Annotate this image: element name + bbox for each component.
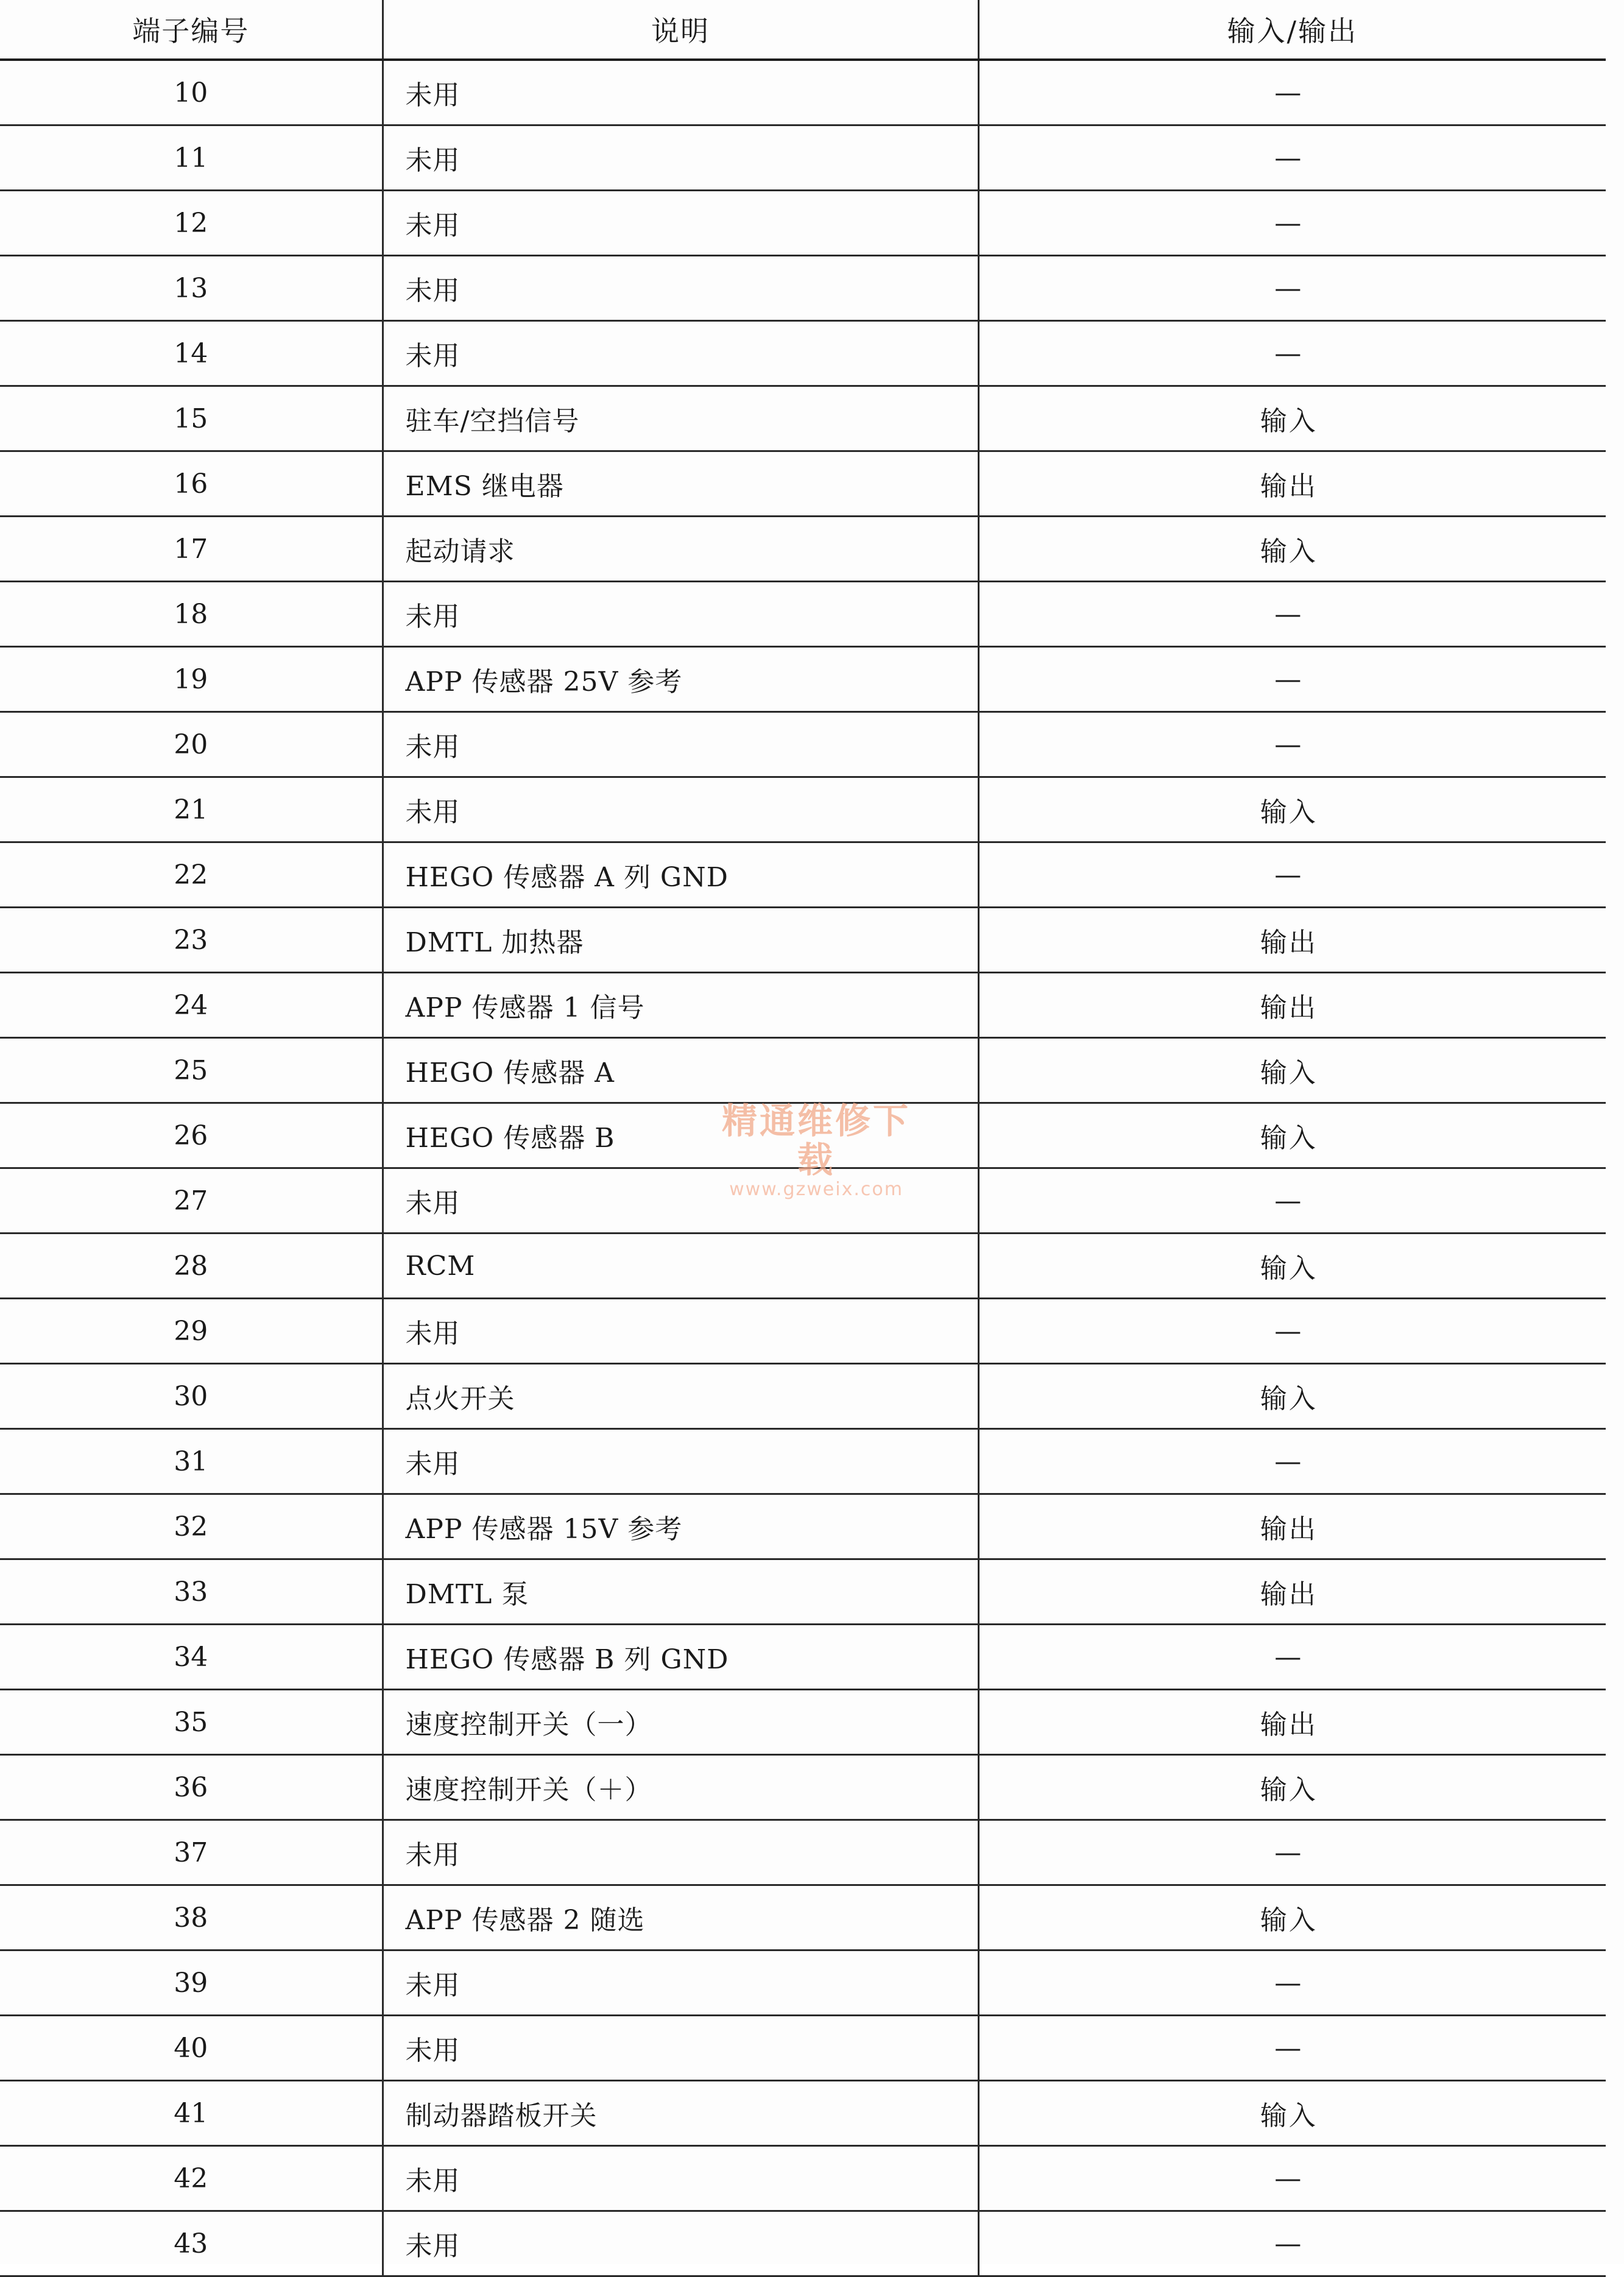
input-output-cell: — (978, 2146, 1606, 2211)
table-row (0, 1429, 1606, 1494)
input-output-cell: — (978, 191, 1606, 256)
description-cell: 未用 (383, 712, 978, 777)
pin-number-cell: 34 (0, 1625, 383, 1690)
pin-number-cell: 41 (0, 2081, 383, 2146)
pin-number-cell: 39 (0, 1950, 383, 2016)
watermark-url: www.gzweix.com (729, 1179, 903, 1200)
table-row (0, 321, 1606, 386)
input-output-cell: — (978, 712, 1606, 777)
input-output-cell: — (978, 1168, 1606, 1234)
table-row (0, 256, 1606, 321)
input-output-cell: — (978, 1299, 1606, 1364)
description-cell: 未用 (383, 60, 978, 125)
table-row (0, 517, 1606, 582)
description-cell: APP 传感器 2 随选 (383, 1885, 978, 1950)
pin-number-cell: 32 (0, 1494, 383, 1559)
pin-number-cell: 24 (0, 973, 383, 1038)
description-cell: 点火开关 (383, 1364, 978, 1429)
table-row (0, 1038, 1606, 1103)
description-cell: DMTL 加热器 (383, 908, 978, 973)
table-row (0, 1755, 1606, 1820)
table-row (0, 1494, 1606, 1559)
table-row (0, 60, 1606, 125)
table-row (0, 1299, 1606, 1364)
table-row (0, 1234, 1606, 1299)
description-cell: 速度控制开关（＋） (383, 1755, 978, 1820)
table-body (0, 60, 1606, 2276)
table-row (0, 2081, 1606, 2146)
input-output-cell: 输入 (978, 2081, 1606, 2146)
description-cell: HEGO 传感器 A 列 GND (383, 842, 978, 908)
table-row (0, 1364, 1606, 1429)
description-cell: 未用 (383, 321, 978, 386)
pin-number-cell: 38 (0, 1885, 383, 1950)
input-output-cell: 输出 (978, 973, 1606, 1038)
input-output-cell: 输入 (978, 1755, 1606, 1820)
pin-number-cell: 21 (0, 777, 383, 842)
description-cell: 未用 (383, 1429, 978, 1494)
table-header-row (0, 0, 1606, 60)
input-output-cell: — (978, 2016, 1606, 2081)
description-cell: APP 传感器 15V 参考 (383, 1494, 978, 1559)
pin-number-cell: 12 (0, 191, 383, 256)
input-output-cell: — (978, 125, 1606, 191)
table-row (0, 125, 1606, 191)
description-cell: 驻车/空挡信号 (383, 386, 978, 451)
input-output-cell: — (978, 256, 1606, 321)
table-row (0, 582, 1606, 647)
header-description: 说明 (383, 0, 978, 60)
pin-number-cell: 42 (0, 2146, 383, 2211)
description-cell: 未用 (383, 256, 978, 321)
table-row (0, 191, 1606, 256)
pin-number-cell: 14 (0, 321, 383, 386)
description-cell: HEGO 传感器 B (383, 1103, 978, 1168)
table-row (0, 712, 1606, 777)
input-output-cell: — (978, 842, 1606, 908)
description-cell: 未用 (383, 1950, 978, 2016)
input-output-cell: — (978, 321, 1606, 386)
table-row (0, 908, 1606, 973)
description-cell: 未用 (383, 2016, 978, 2081)
description-cell: 未用 (383, 125, 978, 191)
pin-number-cell: 20 (0, 712, 383, 777)
pin-number-cell: 30 (0, 1364, 383, 1429)
input-output-cell: 输入 (978, 1885, 1606, 1950)
input-output-cell: 输入 (978, 1038, 1606, 1103)
pin-number-cell: 25 (0, 1038, 383, 1103)
pin-number-cell: 33 (0, 1559, 383, 1625)
pin-number-cell: 29 (0, 1299, 383, 1364)
description-cell: 起动请求 (383, 517, 978, 582)
input-output-cell: — (978, 1820, 1606, 1885)
input-output-cell: 输入 (978, 386, 1606, 451)
table-row (0, 1885, 1606, 1950)
input-output-cell: 输入 (978, 1234, 1606, 1299)
header-pin-number: 端子编号 (0, 0, 383, 60)
table-row (0, 2016, 1606, 2081)
pin-number-cell: 15 (0, 386, 383, 451)
description-cell: APP 传感器 1 信号 (383, 973, 978, 1038)
input-output-cell: 输入 (978, 517, 1606, 582)
description-cell: HEGO 传感器 A (383, 1038, 978, 1103)
pin-number-cell: 37 (0, 1820, 383, 1885)
pin-number-cell: 11 (0, 125, 383, 191)
pin-number-cell: 31 (0, 1429, 383, 1494)
input-output-cell: 输出 (978, 1559, 1606, 1625)
input-output-cell: 输入 (978, 1103, 1606, 1168)
input-output-cell: 输入 (978, 1364, 1606, 1429)
pin-number-cell: 23 (0, 908, 383, 973)
table-row (0, 451, 1606, 517)
table-row (0, 777, 1606, 842)
table-row (0, 386, 1606, 451)
description-cell: 未用 (383, 582, 978, 647)
description-cell: 未用 (383, 1168, 978, 1234)
pin-number-cell: 17 (0, 517, 383, 582)
description-cell: HEGO 传感器 B 列 GND (383, 1625, 978, 1690)
pin-number-cell: 26 (0, 1103, 383, 1168)
watermark-title: 精通维修下载 (721, 1100, 911, 1181)
input-output-cell: — (978, 1950, 1606, 2016)
input-output-cell: — (978, 647, 1606, 712)
table-row (0, 2211, 1606, 2276)
pin-number-cell: 18 (0, 582, 383, 647)
description-cell: 未用 (383, 1299, 978, 1364)
description-cell: APP 传感器 25V 参考 (383, 647, 978, 712)
table-row (0, 1820, 1606, 1885)
pin-number-cell: 19 (0, 647, 383, 712)
table-row (0, 2146, 1606, 2211)
description-cell: 未用 (383, 1820, 978, 1885)
description-cell: 速度控制开关（一） (383, 1690, 978, 1755)
description-cell: 未用 (383, 2146, 978, 2211)
table-row (0, 1103, 1606, 1168)
pin-number-cell: 40 (0, 2016, 383, 2081)
table-row (0, 973, 1606, 1038)
description-cell: EMS 继电器 (383, 451, 978, 517)
input-output-cell: — (978, 2211, 1606, 2276)
pin-number-cell: 22 (0, 842, 383, 908)
input-output-cell: 输出 (978, 1494, 1606, 1559)
description-cell: RCM (383, 1234, 978, 1299)
table-row (0, 1559, 1606, 1625)
input-output-cell: 输出 (978, 1690, 1606, 1755)
description-cell: 制动器踏板开关 (383, 2081, 978, 2146)
table-row (0, 647, 1606, 712)
input-output-cell: 输入 (978, 777, 1606, 842)
pin-number-cell: 10 (0, 60, 383, 125)
input-output-cell: — (978, 60, 1606, 125)
table-row (0, 1168, 1606, 1234)
input-output-cell: — (978, 582, 1606, 647)
pin-number-cell: 28 (0, 1234, 383, 1299)
description-cell: 未用 (383, 191, 978, 256)
pin-number-cell: 16 (0, 451, 383, 517)
pin-number-cell: 27 (0, 1168, 383, 1234)
description-cell: 未用 (383, 2211, 978, 2276)
table-row (0, 1950, 1606, 2016)
pin-number-cell: 43 (0, 2211, 383, 2276)
description-cell: 未用 (383, 777, 978, 842)
input-output-cell: — (978, 1429, 1606, 1494)
input-output-cell: 输出 (978, 908, 1606, 973)
pin-number-cell: 36 (0, 1755, 383, 1820)
description-cell: DMTL 泵 (383, 1559, 978, 1625)
pin-number-cell: 35 (0, 1690, 383, 1755)
table-row (0, 1690, 1606, 1755)
pin-number-cell: 13 (0, 256, 383, 321)
header-input-output: 输入/输出 (978, 0, 1606, 60)
table-row (0, 842, 1606, 908)
input-output-cell: 输出 (978, 451, 1606, 517)
input-output-cell: — (978, 1625, 1606, 1690)
table-row (0, 1625, 1606, 1690)
